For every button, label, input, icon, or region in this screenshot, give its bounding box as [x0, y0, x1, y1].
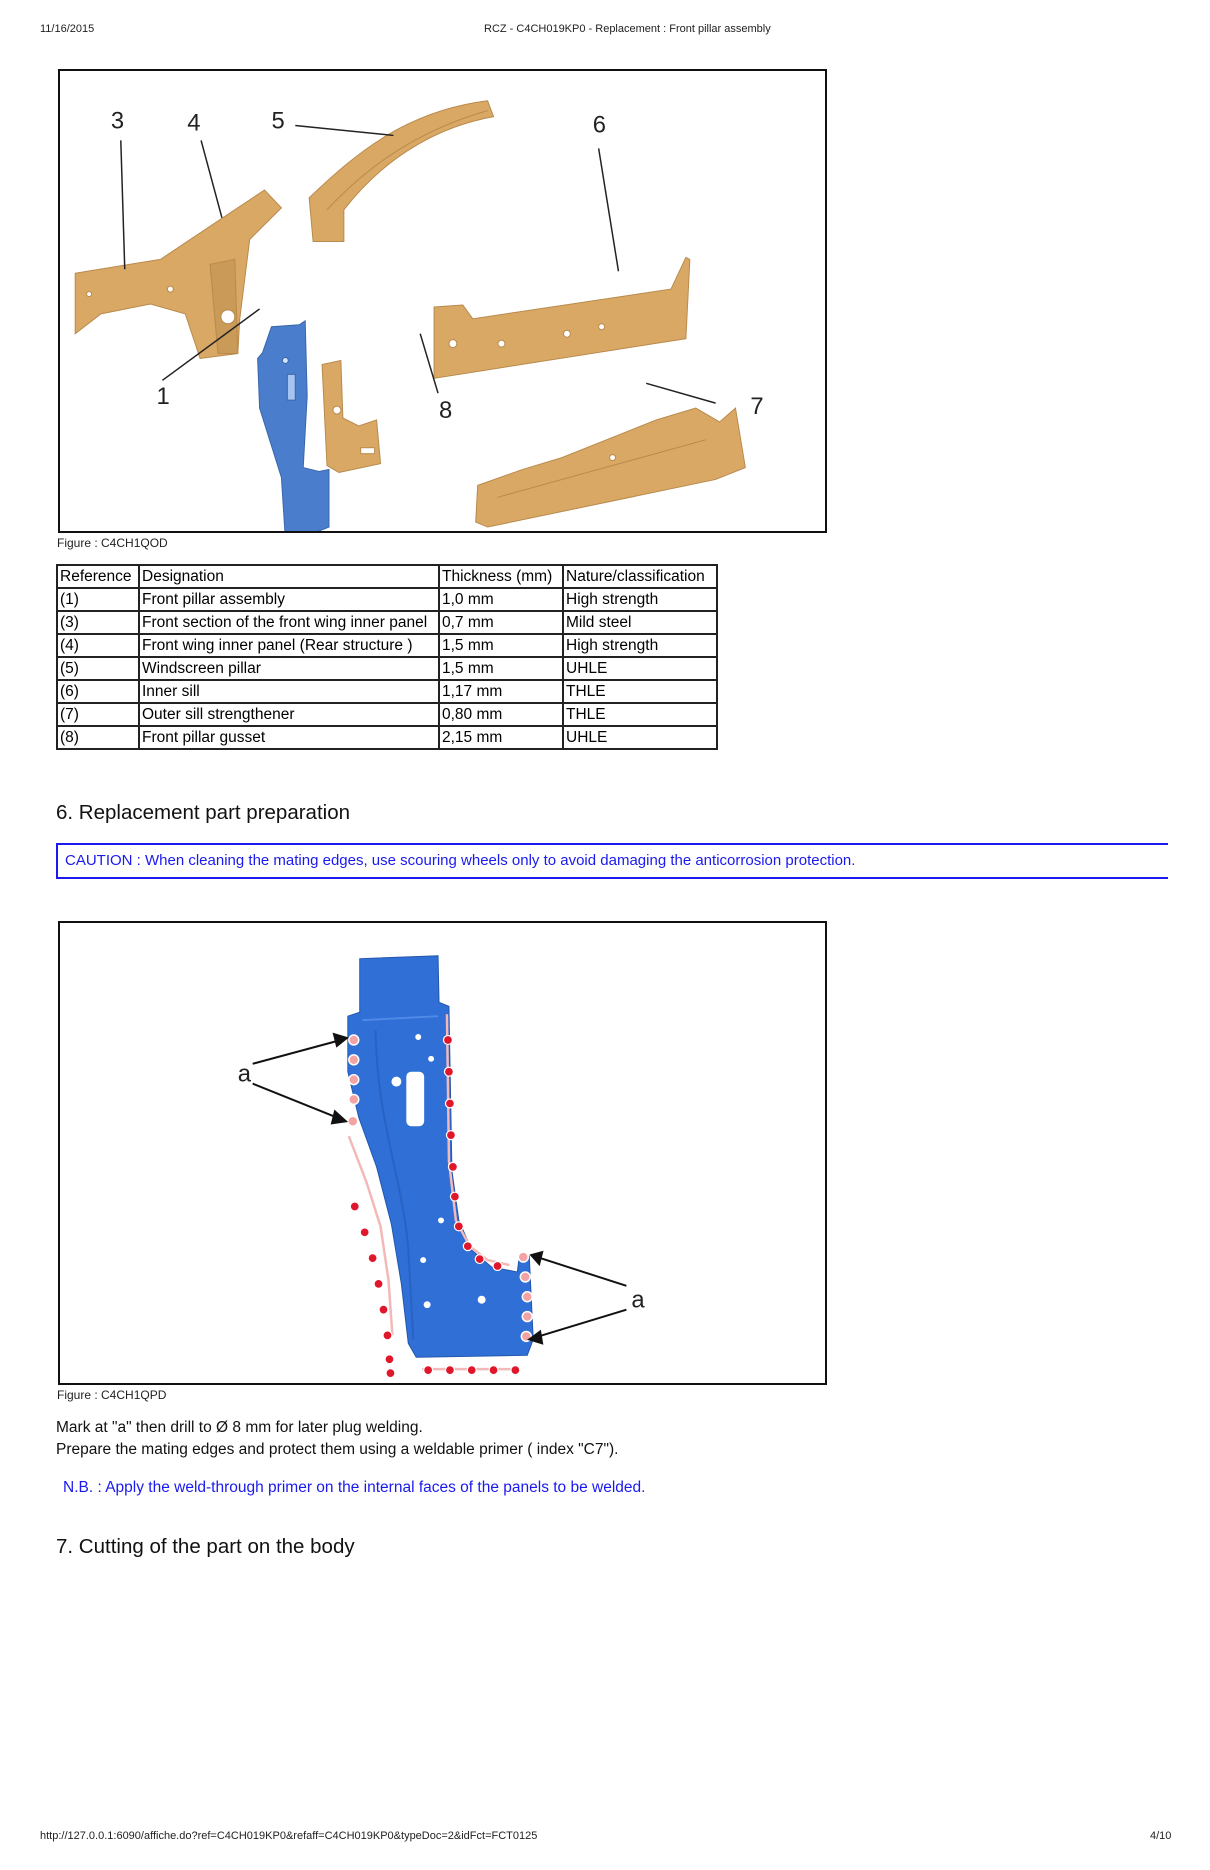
table-row — [57, 657, 717, 680]
cell-thickness: 1,0 mm — [439, 588, 563, 611]
cell-classification: UHLE — [563, 726, 717, 749]
callout-8: 8 — [439, 396, 453, 424]
callout-5: 5 — [271, 107, 285, 135]
front-pillar-drill-diagram — [60, 923, 825, 1383]
table-row — [57, 726, 717, 749]
callout-7: 7 — [750, 393, 764, 421]
figure-drill-points-panel — [58, 921, 827, 1385]
label-a-bottom: a — [631, 1286, 645, 1314]
cell-classification: High strength — [563, 634, 717, 657]
cell-reference: (7) — [57, 703, 139, 726]
instruction-drill: Mark at "a" then drill to Ø 8 mm for later plug welding. — [56, 1419, 423, 1436]
cell-designation: Front section of the front wing inner panel — [139, 611, 439, 634]
nb-note: N.B. : Apply the weld-through primer on the internal faces of the panels to be welded. — [63, 1479, 646, 1496]
table-row — [57, 611, 717, 634]
cell-thickness: 1,5 mm — [439, 634, 563, 657]
table-row — [57, 680, 717, 703]
header-classification: Nature/classification — [563, 565, 717, 588]
cell-designation: Inner sill — [139, 680, 439, 703]
label-a-top: a — [237, 1060, 252, 1088]
cell-thickness: 2,15 mm — [439, 726, 563, 749]
section-6-heading: 6. Replacement part preparation — [56, 801, 351, 824]
cell-reference: (3) — [57, 611, 139, 634]
table-header-row — [57, 565, 717, 588]
cell-designation: Front pillar assembly — [139, 588, 439, 611]
part-outer-sill-strengthener — [476, 408, 746, 527]
caution-notice — [56, 843, 1168, 879]
header-thickness: Thickness (mm) — [439, 565, 563, 588]
table-row — [57, 634, 717, 657]
instruction-primer: Prepare the mating edges and protect them using a weldable primer ( index "C7"). — [56, 1441, 619, 1458]
callout-1: 1 — [156, 383, 170, 411]
header-reference: Reference — [57, 565, 139, 588]
part-windscreen-pillar — [309, 101, 493, 242]
table-row — [57, 588, 717, 611]
section-7-heading: 7. Cutting of the part on the body — [56, 1535, 355, 1558]
header-designation: Designation — [139, 565, 439, 588]
cell-thickness: 1,17 mm — [439, 680, 563, 703]
parts-exploded-illustration — [60, 71, 825, 531]
cell-classification: UHLE — [563, 657, 717, 680]
part-front-pillar-assembly — [258, 321, 329, 531]
part-inner-sill — [434, 257, 690, 378]
part-front-wing-inner-panel — [75, 190, 281, 359]
parts-table — [56, 564, 718, 750]
cell-thickness: 1,5 mm — [439, 657, 563, 680]
figure2-caption: Figure : C4CH1QPD — [57, 1388, 167, 1402]
callout-6: 6 — [592, 111, 606, 139]
cell-classification: THLE — [563, 703, 717, 726]
cell-reference: (8) — [57, 726, 139, 749]
cell-reference: (6) — [57, 680, 139, 703]
footer-url: http://127.0.0.1:6090/affiche.do?ref=C4CH019KP0&refaff=C4CH019KP0&typeDoc=2&idFct=FCT0125 — [40, 1830, 538, 1842]
cell-classification: Mild steel — [563, 611, 717, 634]
cell-classification: THLE — [563, 680, 717, 703]
cell-thickness: 0,7 mm — [439, 611, 563, 634]
figure-parts-overview — [58, 69, 827, 533]
cell-reference: (4) — [57, 634, 139, 657]
part-front-pillar-gusset — [322, 360, 380, 472]
cell-designation: Outer sill strengthener — [139, 703, 439, 726]
cell-reference: (1) — [57, 588, 139, 611]
cell-thickness: 0,80 mm — [439, 703, 563, 726]
print-date: 11/16/2015 — [40, 23, 95, 35]
cell-classification: High strength — [563, 588, 717, 611]
table-row — [57, 703, 717, 726]
page-number: 4/10 — [1150, 1830, 1172, 1842]
page-title: RCZ - C4CH019KP0 - Replacement : Front pillar assembly — [484, 23, 771, 35]
cell-designation: Front wing inner panel (Rear structure ) — [139, 634, 439, 657]
cell-designation: Windscreen pillar — [139, 657, 439, 680]
cell-reference: (5) — [57, 657, 139, 680]
callout-4: 4 — [187, 109, 201, 137]
figure1-caption: Figure : C4CH1QOD — [57, 536, 168, 550]
callout-3: 3 — [110, 107, 125, 135]
front-pillar-shape — [348, 956, 533, 1358]
cell-designation: Front pillar gusset — [139, 726, 439, 749]
caution-text: CAUTION : When cleaning the mating edges, use scouring wheels only to avoid damaging the anticorrosion protection. — [65, 852, 856, 869]
